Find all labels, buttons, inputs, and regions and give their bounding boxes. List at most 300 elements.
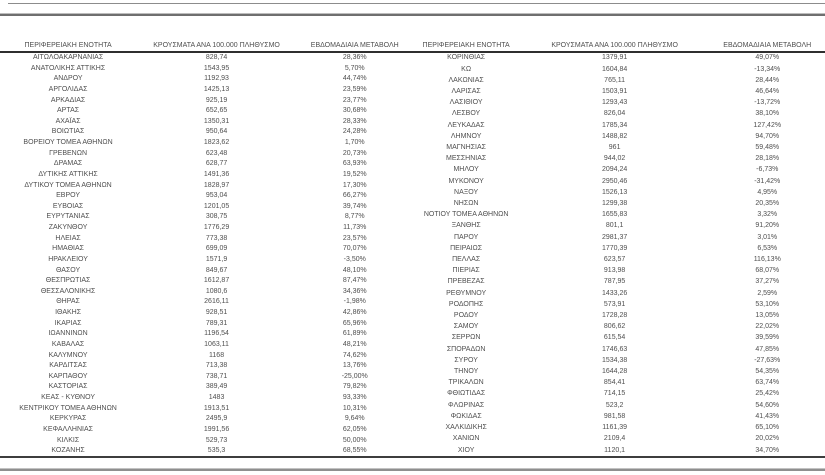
cases-per-100k-value: 1543,95	[203, 64, 230, 72]
weekly-change-value: 127,42%	[753, 121, 782, 129]
cases-per-100k-value: 1488,82	[601, 132, 628, 140]
region-name: ΚΑΡΠΑΘΟΥ	[48, 372, 88, 380]
table-row	[413, 221, 825, 232]
table-row	[413, 412, 825, 423]
region-name: ΛΗΜΝΟΥ	[450, 132, 482, 140]
region-name: ΛΑΚΩΝΙΑΣ	[448, 76, 484, 84]
weekly-change-value: -1,98%	[343, 298, 366, 306]
region-name: ΓΡΕΒΕΝΩΝ	[49, 149, 87, 157]
region-name: ΒΟΡΕΙΟΥ ΤΟΜΕΑ ΑΘΗΝΩΝ	[23, 139, 113, 146]
region-name: ΚΑΛΥΜΝΟΥ	[48, 351, 88, 359]
table-row	[0, 149, 413, 160]
cases-per-100k-value: 1526,13	[601, 188, 628, 196]
weekly-change-value: 1,70%	[344, 139, 365, 146]
cases-per-100k-value: 628,77	[205, 160, 228, 168]
weekly-change-value: -27,63%	[754, 356, 781, 364]
region-name: ΗΛΕΙΑΣ	[55, 234, 81, 242]
region-name: ΕΥΡΥΤΑΝΙΑΣ	[46, 213, 90, 221]
region-name: ΡΟΔΟΠΗΣ	[448, 300, 484, 308]
cases-per-100k-value: 981,58	[603, 412, 626, 420]
cases-per-100k-value: 713,38	[205, 362, 228, 370]
weekly-change-value: 46,64%	[755, 87, 780, 95]
table-row	[413, 400, 825, 411]
region-name: ΤΗΝΟΥ	[453, 368, 479, 376]
weekly-change-value: 116,13%	[753, 256, 781, 263]
cases-per-100k-value: 928,51	[205, 309, 228, 316]
region-name: ΕΥΒΟΙΑΣ	[52, 202, 84, 210]
column-header-weekly-change: ΕΒΔΟΜΑΔΙΑΙΑ ΜΕΤΑΒΟΛΗ	[297, 41, 413, 52]
weekly-change-value: 87,47%	[342, 277, 367, 285]
table-row	[413, 120, 825, 131]
cases-per-100k-value: 1350,31	[203, 117, 230, 125]
weekly-change-value: 94,70%	[755, 132, 780, 140]
region-name: ΡΟΔΟΥ	[453, 312, 479, 320]
weekly-change-value: 47,85%	[755, 345, 780, 353]
cases-per-100k-value: 854,41	[603, 379, 626, 387]
region-name: ΜΕΣΣΗΝΙΑΣ	[446, 155, 487, 163]
cases-per-100k-value: 1120,1	[604, 446, 626, 454]
weekly-change-value: -13,34%	[754, 65, 781, 73]
table-row	[413, 356, 825, 367]
table-row	[413, 143, 825, 154]
cases-per-100k-value: 523,2	[605, 401, 624, 409]
weekly-change-value: 10,31%	[342, 404, 367, 412]
table-row	[0, 127, 413, 138]
cases-per-100k-value: 787,95	[603, 278, 626, 286]
weekly-change-value: 38,10%	[755, 110, 780, 118]
region-name: ΧΙΟΥ	[457, 446, 475, 454]
weekly-change-value: -3,50%	[343, 255, 366, 263]
column-header-region: ΠΕΡΙΦΕΡΕΙΑΚΗ ΕΝΟΤΗΤΑ	[0, 41, 136, 52]
region-name: ΑΡΤΑΣ	[57, 107, 80, 115]
weekly-change-value: 3,32%	[757, 211, 778, 219]
table-row	[413, 75, 825, 86]
table-row	[413, 367, 825, 378]
cases-per-100k-value: 2981,37	[601, 233, 628, 241]
table-row	[413, 423, 825, 434]
cases-per-100k-value: 573,91	[603, 300, 626, 308]
weekly-change-value: 48,10%	[342, 266, 367, 274]
bottom-rule-dark	[0, 456, 825, 458]
weekly-change-value: 34,70%	[755, 446, 780, 454]
table-row	[0, 297, 413, 308]
cases-per-100k-value: 529,73	[205, 436, 228, 444]
cases-per-100k-value: 950,64	[205, 128, 228, 136]
region-name: ΚΕΦΑΛΛΗΝΙΑΣ	[43, 425, 93, 433]
weekly-change-value: 49,07%	[755, 54, 780, 62]
table-row	[0, 244, 413, 255]
region-name: ΠΕΛΛΑΣ	[452, 256, 481, 263]
region-name: ΞΑΝΘΗΣ	[451, 222, 481, 230]
table-row	[0, 159, 413, 170]
table-row	[413, 311, 825, 322]
region-name: ΚΩ	[461, 65, 472, 73]
table-row	[0, 308, 413, 319]
cases-per-100k-value: 2950,46	[601, 177, 628, 185]
cases-per-100k-value: 1913,51	[203, 404, 230, 412]
table-row	[413, 131, 825, 142]
table-row	[0, 234, 413, 245]
region-name: ΚΑΣΤΟΡΙΑΣ	[48, 383, 88, 391]
weekly-change-value: 20,35%	[755, 199, 780, 207]
cases-per-100k-value: 1063,11	[204, 340, 229, 348]
region-name: ΛΕΥΚΑΔΑΣ	[447, 121, 485, 129]
region-name: ΣΠΟΡΑΔΩΝ	[446, 345, 486, 353]
table-body-left	[0, 52, 413, 457]
weekly-change-value: 68,07%	[755, 267, 780, 275]
table-row	[0, 52, 413, 64]
cases-per-100k-value: 1161,39	[602, 424, 628, 432]
regional-table-right	[413, 41, 825, 457]
table-row	[0, 329, 413, 340]
cases-per-100k-value: 1201,05	[203, 202, 230, 210]
region-name: ΠΡΕΒΕΖΑΣ	[447, 278, 485, 286]
region-name: ΦΘΙΩΤΙΔΑΣ	[447, 390, 486, 398]
weekly-change-value: 22,02%	[755, 323, 780, 331]
table-row	[413, 288, 825, 299]
cases-per-100k-value: 1770,39	[601, 244, 628, 252]
cases-per-100k-value: 1483	[208, 394, 225, 401]
weekly-change-value: 70,07%	[342, 245, 367, 253]
table-row	[413, 434, 825, 445]
weekly-change-value: 42,86%	[342, 309, 367, 316]
region-name: ΝΟΤΙΟΥ ΤΟΜΕΑ ΑΘΗΝΩΝ	[423, 211, 509, 219]
region-name: ΛΑΡΙΣΑΣ	[451, 87, 481, 95]
table-row	[0, 404, 413, 415]
region-name: ΗΡΑΚΛΕΙΟΥ	[48, 255, 88, 263]
region-name: ΧΑΝΙΩΝ	[452, 435, 480, 443]
weekly-change-value: 2,59%	[757, 289, 778, 297]
region-name: ΡΕΘΥΜΝΟΥ	[446, 289, 487, 297]
table-row	[0, 351, 413, 362]
region-name: ΖΑΚΥΝΘΟΥ	[48, 224, 88, 231]
table-row	[413, 52, 825, 64]
cases-per-100k-value: 925,19	[205, 96, 228, 104]
table-row	[413, 210, 825, 221]
region-name: ΚΟΡΙΝΘΙΑΣ	[447, 54, 486, 62]
weekly-change-value: 66,27%	[342, 192, 367, 200]
table-row	[0, 255, 413, 266]
cases-per-100k-value: 389,49	[205, 383, 228, 391]
region-name: ΚΙΛΚΙΣ	[56, 436, 80, 444]
cases-per-100k-value: 1192,93	[204, 75, 229, 83]
cases-per-100k-value: 1571,9	[205, 255, 228, 263]
region-name: ΘΕΣΣΑΛΟΝΙΚΗΣ	[40, 287, 96, 295]
cases-per-100k-value: 615,54	[603, 334, 626, 342]
table-row	[413, 266, 825, 277]
table-row	[413, 232, 825, 243]
cases-per-100k-value: 765,11	[604, 76, 626, 84]
weekly-change-value: 3,01%	[757, 233, 778, 241]
weekly-change-value: 11,73%	[343, 224, 367, 231]
weekly-change-value: 68,55%	[342, 447, 367, 455]
region-name: ΤΡΙΚΑΛΩΝ	[448, 379, 484, 387]
weekly-change-value: 8,77%	[344, 213, 365, 221]
region-name: ΚΑΒΑΛΑΣ	[51, 340, 85, 348]
cases-per-100k-value: 828,74	[205, 54, 228, 61]
table-row	[0, 425, 413, 436]
cases-per-100k-value: 1299,38	[601, 199, 628, 207]
table-row	[0, 223, 413, 234]
table-header-row	[413, 41, 825, 52]
bottom-rule-light	[0, 468, 825, 471]
cases-per-100k-value: 1196,54	[204, 330, 229, 338]
cases-per-100k-value: 2616,11	[204, 298, 229, 306]
table-row	[0, 74, 413, 85]
weekly-change-value: 48,21%	[342, 340, 367, 348]
region-name: ΒΟΙΩΤΙΑΣ	[51, 128, 85, 136]
region-name: ΧΑΛΚΙΔΙΚΗΣ	[445, 424, 487, 432]
region-name: ΑΧΑΪΑΣ	[55, 117, 81, 125]
region-name: ΚΕΑΣ - ΚΥΘΝΟΥ	[41, 394, 95, 401]
cases-per-100k-value: 1293,43	[601, 99, 628, 107]
table-row	[413, 87, 825, 98]
weekly-change-value: 54,35%	[755, 368, 780, 376]
table-row	[0, 138, 413, 149]
table-row	[413, 165, 825, 176]
cases-per-100k-value: 2094,24	[601, 166, 628, 174]
cases-per-100k-value: 849,67	[205, 266, 228, 274]
weekly-change-value: -6,73%	[756, 166, 779, 174]
table-header-row	[0, 41, 413, 52]
weekly-change-value: 13,05%	[755, 312, 780, 320]
column-header-weekly-change: ΕΒΔΟΜΑΔΙΑΙΑ ΜΕΤΑΒΟΛΗ	[710, 41, 825, 52]
cases-per-100k-value: 1433,26	[601, 289, 628, 297]
regional-tables-container	[0, 41, 825, 457]
cases-per-100k-value: 1612,87	[203, 277, 230, 285]
cases-per-100k-value: 801,1	[605, 222, 624, 230]
cases-per-100k-value: 1491,36	[203, 170, 230, 178]
cases-per-100k-value: 1776,29	[203, 224, 230, 231]
region-name: ΠΕΙΡΑΙΩΣ	[450, 244, 483, 252]
region-name: ΑΝΔΡΟΥ	[53, 75, 83, 83]
weekly-change-value: 17,30%	[342, 181, 367, 189]
region-name: ΘΗΡΑΣ	[56, 298, 80, 306]
weekly-change-value: 28,33%	[342, 117, 367, 125]
weekly-change-value: 23,57%	[342, 234, 367, 242]
cases-per-100k-value: 1379,91	[601, 54, 628, 62]
table-row	[0, 96, 413, 107]
weekly-change-value: 93,33%	[342, 394, 367, 401]
weekly-change-value: 28,18%	[755, 155, 780, 163]
table-row	[0, 372, 413, 383]
table-row	[0, 436, 413, 447]
weekly-change-value: 63,93%	[342, 160, 367, 168]
weekly-change-value: 23,77%	[342, 96, 367, 104]
table-row	[0, 340, 413, 351]
region-name: ΑΡΓΟΛΙΔΑΣ	[48, 85, 88, 93]
table-row	[0, 287, 413, 298]
cases-per-100k-value: 773,38	[205, 234, 228, 242]
top-rule-thin	[8, 3, 825, 4]
cases-per-100k-value: 652,65	[205, 107, 228, 115]
column-header-region: ΠΕΡΙΦΕΡΕΙΑΚΗ ΕΝΟΤΗΤΑ	[413, 41, 520, 52]
weekly-change-value: 91,20%	[755, 222, 780, 230]
region-name: ΝΗΣΩΝ	[453, 199, 479, 207]
cases-per-100k-value: 1644,28	[601, 368, 628, 376]
table-row	[0, 106, 413, 117]
cases-per-100k-value: 1728,28	[601, 312, 628, 320]
cases-per-100k-value: 623,48	[205, 149, 228, 157]
table-row	[0, 361, 413, 372]
cases-per-100k-value: 1168	[209, 351, 225, 359]
table-row	[413, 188, 825, 199]
regional-table-left	[0, 41, 413, 457]
weekly-change-value: 24,28%	[342, 128, 367, 136]
weekly-change-value: 6,53%	[757, 244, 778, 252]
region-name: ΚΕΡΚΥΡΑΣ	[49, 415, 87, 423]
cases-per-100k-value: 1425,13	[203, 85, 230, 93]
table-row	[413, 389, 825, 400]
region-name: ΑΝΑΤΟΛΙΚΗΣ ΑΤΤΙΚΗΣ	[30, 64, 106, 72]
weekly-change-value: -25,00%	[341, 372, 368, 380]
weekly-change-value: 28,44%	[755, 76, 780, 84]
region-name: ΚΟΖΑΝΗΣ	[51, 447, 85, 455]
cases-per-100k-value: 961	[608, 143, 621, 151]
table-row	[413, 333, 825, 344]
table-row	[413, 154, 825, 165]
table-row	[413, 300, 825, 311]
table-row	[413, 445, 825, 457]
weekly-change-value: 34,36%	[342, 287, 367, 295]
region-name: ΘΑΣΟΥ	[55, 266, 81, 274]
region-name: ΔΥΤΙΚΟΥ ΤΟΜΕΑ ΑΘΗΝΩΝ	[24, 181, 112, 189]
weekly-change-value: 53,10%	[755, 300, 780, 308]
cases-per-100k-value: 623,57	[603, 256, 626, 263]
cases-per-100k-value: 1655,83	[601, 211, 628, 219]
table-body-right	[413, 52, 825, 457]
weekly-change-value: 20,02%	[755, 435, 780, 443]
weekly-change-value: 65,96%	[342, 319, 367, 327]
table-row	[413, 255, 825, 266]
table-row	[0, 170, 413, 181]
cases-per-100k-value: 535,3	[207, 447, 226, 455]
table-row	[0, 393, 413, 404]
cases-per-100k-value: 953,04	[205, 192, 228, 200]
cases-per-100k-value: 738,71	[205, 372, 228, 380]
table-row	[413, 344, 825, 355]
table-row	[0, 319, 413, 330]
cases-per-100k-value: 806,62	[603, 323, 626, 331]
region-name: ΚΑΡΔΙΤΣΑΣ	[49, 362, 87, 370]
table-row	[413, 378, 825, 389]
region-name: ΜΗΛΟΥ	[453, 166, 479, 174]
top-rule-thick	[0, 13, 825, 16]
cases-per-100k-value: 2109,4	[603, 435, 626, 443]
cases-per-100k-value: 913,98	[603, 267, 626, 275]
table-row	[413, 244, 825, 255]
cases-per-100k-value: 2495,9	[205, 415, 228, 423]
weekly-change-value: 63,74%	[755, 379, 780, 387]
table-row	[0, 191, 413, 202]
cases-per-100k-value: 1080,6	[205, 287, 228, 295]
weekly-change-value: 62,05%	[342, 425, 367, 433]
region-name: ΑΡΚΑΔΙΑΣ	[50, 96, 86, 104]
table-row	[413, 109, 825, 120]
weekly-change-value: 25,42%	[755, 390, 780, 398]
weekly-change-value: 41,43%	[755, 412, 780, 420]
region-name: ΙΚΑΡΙΑΣ	[54, 319, 82, 327]
weekly-change-value: 61,89%	[342, 330, 367, 338]
table-row	[413, 199, 825, 210]
table-row	[0, 202, 413, 213]
weekly-change-value: 4,95%	[757, 188, 778, 196]
cases-per-100k-value: 1503,91	[601, 87, 628, 95]
column-header-cases-per-100k: ΚΡΟΥΣΜΑΤΑ ΑΝΑ 100.000 ΠΛΗΘΥΣΜΟ	[136, 41, 297, 52]
weekly-change-value: 19,52%	[342, 170, 367, 178]
weekly-change-value: 37,27%	[755, 278, 780, 286]
table-row	[413, 64, 825, 75]
weekly-change-value: -31,42%	[754, 177, 781, 185]
weekly-change-value: 9,64%	[344, 415, 365, 423]
table-row	[413, 176, 825, 187]
table-row	[413, 322, 825, 333]
weekly-change-value: 44,74%	[342, 75, 367, 83]
region-name: ΙΘΑΚΗΣ	[55, 309, 82, 316]
cases-per-100k-value: 1823,62	[203, 139, 230, 146]
weekly-change-value: 30,68%	[342, 107, 367, 115]
region-name: ΠΙΕΡΙΑΣ	[452, 267, 480, 275]
region-name: ΠΑΡΟΥ	[453, 233, 479, 241]
cases-per-100k-value: 1746,63	[601, 345, 628, 353]
region-name: ΦΩΚΙΔΑΣ	[450, 412, 482, 420]
weekly-change-value: 5,70%	[344, 64, 365, 72]
weekly-change-value: 23,59%	[342, 85, 367, 93]
region-name: ΛΑΣΙΘΙΟΥ	[449, 99, 483, 107]
weekly-change-value: 50,00%	[342, 436, 367, 444]
table-row	[0, 266, 413, 277]
weekly-change-value: 59,48%	[755, 143, 780, 151]
cases-per-100k-value: 308,75	[205, 213, 228, 221]
region-name: ΗΜΑΘΙΑΣ	[52, 245, 84, 253]
cases-per-100k-value: 1991,56	[203, 425, 230, 433]
cases-per-100k-value: 1534,38	[601, 356, 628, 364]
table-row	[0, 117, 413, 128]
table-row	[0, 212, 413, 223]
region-name: ΝΑΞΟΥ	[454, 188, 479, 196]
table-row	[0, 64, 413, 75]
region-name: ΘΕΣΠΡΩΤΙΑΣ	[45, 277, 91, 285]
table-row	[0, 181, 413, 192]
table-row	[0, 414, 413, 425]
region-name: ΣΥΡΟΥ	[454, 356, 478, 364]
weekly-change-value: 39,74%	[342, 202, 367, 210]
cases-per-100k-value: 714,15	[603, 390, 626, 398]
cases-per-100k-value: 944,02	[603, 155, 626, 163]
region-name: ΚΕΝΤΡΙΚΟΥ ΤΟΜΕΑ ΑΘΗΝΩΝ	[19, 404, 117, 412]
region-name: ΑΙΤΩΛΟΑΚΑΡΝΑΝΙΑΣ	[32, 54, 104, 61]
region-name: ΦΛΩΡΙΝΑΣ	[448, 401, 485, 409]
region-name: ΙΩΑΝΝΙΝΩΝ	[48, 330, 88, 338]
column-header-cases-per-100k: ΚΡΟΥΣΜΑΤΑ ΑΝΑ 100.000 ΠΛΗΘΥΣΜΟ	[520, 41, 710, 52]
cases-per-100k-value: 1604,84	[601, 65, 628, 73]
weekly-change-value: 65,10%	[755, 424, 780, 432]
table-row	[413, 277, 825, 288]
region-name: ΣΕΡΡΩΝ	[451, 334, 481, 342]
table-row	[0, 276, 413, 287]
region-name: ΜΥΚΟΝΟΥ	[448, 177, 484, 185]
weekly-change-value: 13,76%	[342, 362, 367, 370]
cases-per-100k-value: 789,31	[205, 319, 228, 327]
weekly-change-value: 28,36%	[342, 54, 367, 61]
region-name: ΕΒΡΟΥ	[56, 192, 81, 200]
region-name: ΔΥΤΙΚΗΣ ΑΤΤΙΚΗΣ	[38, 170, 98, 178]
weekly-change-value: 74,62%	[342, 351, 367, 359]
table-row	[0, 85, 413, 96]
region-name: ΛΕΣΒΟΥ	[452, 110, 481, 118]
table-row	[413, 98, 825, 109]
weekly-change-value: -13,72%	[754, 99, 781, 107]
